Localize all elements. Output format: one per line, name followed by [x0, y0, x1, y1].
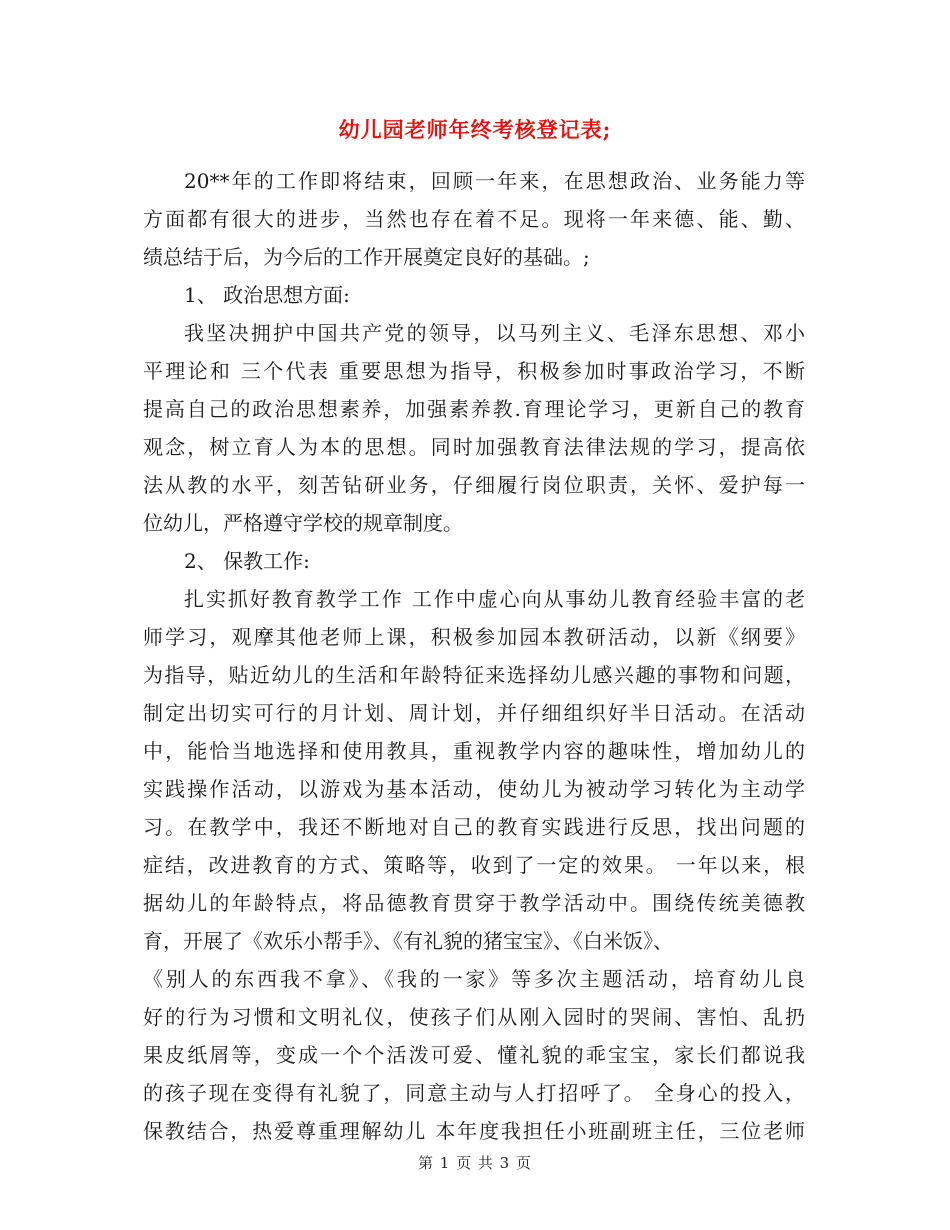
- text-line: 症结，改进教育的方式、策略等，收到了一定的效果。 一年以来，根: [143, 853, 805, 877]
- text-line: 平理论和 三个代表 重要思想为指导，积极参加时事政治学习，不断: [143, 359, 805, 383]
- text-line: 好的行为习惯和文明礼仪，使孩子们从刚入园时的哭闹、害怕、乱扔: [143, 1005, 805, 1029]
- text-line: 绩总结于后，为今后的工作开展奠定良好的基础。;: [143, 245, 590, 269]
- text-line: 法从教的水平，刻苦钻研业务，仔细履行岗位职责，关怀、爱护每一: [143, 473, 805, 497]
- text-line: 据幼儿的年龄特点，将品德教育贯穿于教学活动中。围绕传统美德教: [143, 891, 805, 915]
- text-line: 果皮纸屑等，变成一个个活泼可爱、懂礼貌的乖宝宝，家长们都说我: [143, 1043, 805, 1067]
- text-line: 我坚决拥护中国共产党的领导，以马列主义、毛泽东思想、邓小: [184, 321, 805, 345]
- text-line: 的孩子现在变得有礼貌了，同意主动与人打招呼了。 全身心的投入，: [143, 1081, 805, 1105]
- document-body: [143, 162, 805, 1150]
- text-line: 制定出切实可行的月计划、周计划，并仔细组织好半日活动。在活动: [143, 701, 805, 725]
- text-line: 保教结合，热爱尊重理解幼儿 本年度我担任小班副班主任，三位老师: [143, 1119, 805, 1143]
- text-line: 习。在教学中，我还不断地对自己的教育实践进行反思，找出问题的: [143, 815, 805, 839]
- page-footer: 第 1 页 共 3 页: [418, 1154, 532, 1172]
- section-heading: 1、 政治思想方面:: [184, 283, 350, 307]
- text-line: 中，能恰当地选择和使用教具，重视教学内容的趣味性，增加幼儿的: [143, 739, 805, 763]
- text-line: 方面都有很大的进步，当然也存在着不足。现将一年来德、能、勤、: [143, 207, 805, 231]
- section-heading: 2、 保教工作:: [184, 549, 310, 573]
- text-line: 师学习，观摩其他老师上课，积极参加园本教研活动，以新《纲要》: [143, 625, 805, 649]
- text-line: 观念，树立育人为本的思想。同时加强教育法律法规的学习，提高依: [143, 435, 805, 459]
- document-title: 幼儿园老师年终考核登记表;: [338, 117, 612, 142]
- text-line: 提高自己的政治思想素养，加强素养教.育理论学习，更新自己的教育: [143, 397, 805, 421]
- text-line: 扎实抓好教育教学工作 工作中虚心向从事幼儿教育经验丰富的老: [184, 587, 805, 611]
- text-line: 《别人的东西我不拿》、《我的一家》等多次主题活动，培育幼儿良: [143, 967, 805, 991]
- text-line: 20**年的工作即将结束，回顾一年来，在思想政治、业务能力等: [184, 169, 805, 193]
- text-line: 位幼儿，严格遵守学校的规章制度。: [143, 511, 463, 535]
- text-line: 实践操作活动，以游戏为基本活动，使幼儿为被动学习转化为主动学: [143, 777, 805, 801]
- text-line: 育，开展了《欢乐小帮手》、《有礼貌的猪宝宝》、《白米饭》、: [143, 929, 673, 953]
- text-line: 为指导，贴近幼儿的生活和年龄特征来选择幼儿感兴趣的事物和问题，: [143, 663, 805, 687]
